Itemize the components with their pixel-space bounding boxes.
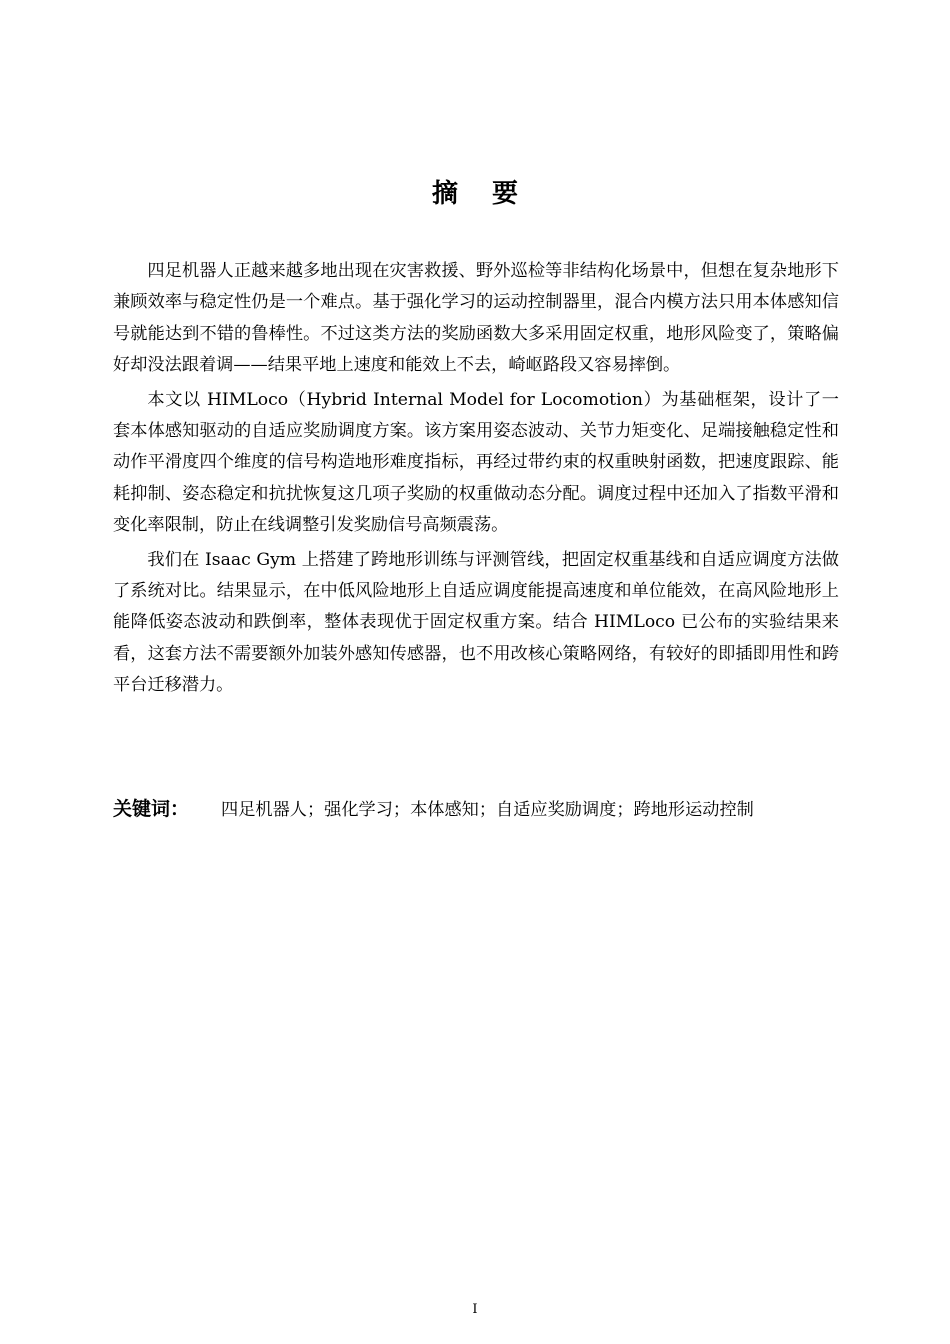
keywords-label: 关键词： xyxy=(113,798,190,820)
abstract-body xyxy=(113,256,839,705)
abstract-paragraph-3: 我们在 Isaac Gym 上搭建了跨地形训练与评测管线，把固定权重基线和自适应调度方法做了系统对比。结果显示，在中低风险地形上自适应调度能提高速度和单位能效，在高风险地形上能降低姿态波动和跌倒率，整体表现优于固定权重方案。结合 HIMLoco 已公布的实验结果来看，这套方法不需要额外加装外感知传感器，也不用改核心策略网络，有较好的即插即用性和跨平台迁移潜力。 xyxy=(113,549,839,696)
abstract-paragraph-1: 四足机器人正越来越多地出现在灾害救援、野外巡检等非结构化场景中，但想在复杂地形下兼顾效率与稳定性仍是一个难点。基于强化学习的运动控制器里，混合内模方法只用本体感知信号就能达到不错的鲁棒性。不过这类方法的奖励函数大多采用固定权重，地形风险变了，策略偏好却没法跟着调——结果平地上速度和能效上不去，崎岖路段又容易摔倒。 xyxy=(113,261,839,376)
page-number: I xyxy=(472,1302,478,1317)
keywords-list: 四足机器人；强化学习；本体感知；自适应奖励调度；跨地形运动控制 xyxy=(221,800,754,820)
abstract-paragraph-2: 本文以 HIMLoco（Hybrid Internal Model for Locomotion）为基础框架，设计了一套本体感知驱动的自适应奖励调度方案。该方案用姿态波动、关节力矩变化、足端接触稳定性和动作平滑度四个维度的信号构造地形难度指标，再经过带约束的权重映射函数，把速度跟踪、能耗抑制、姿态稳定和抗扰恢复这几项子奖励的权重做动态分配。调度过程中还加入了指数平滑和变化率限制，防止在线调整引发奖励信号高频震荡。 xyxy=(113,389,839,536)
keywords-line xyxy=(113,793,839,826)
abstract-title: 摘要 xyxy=(431,179,552,209)
